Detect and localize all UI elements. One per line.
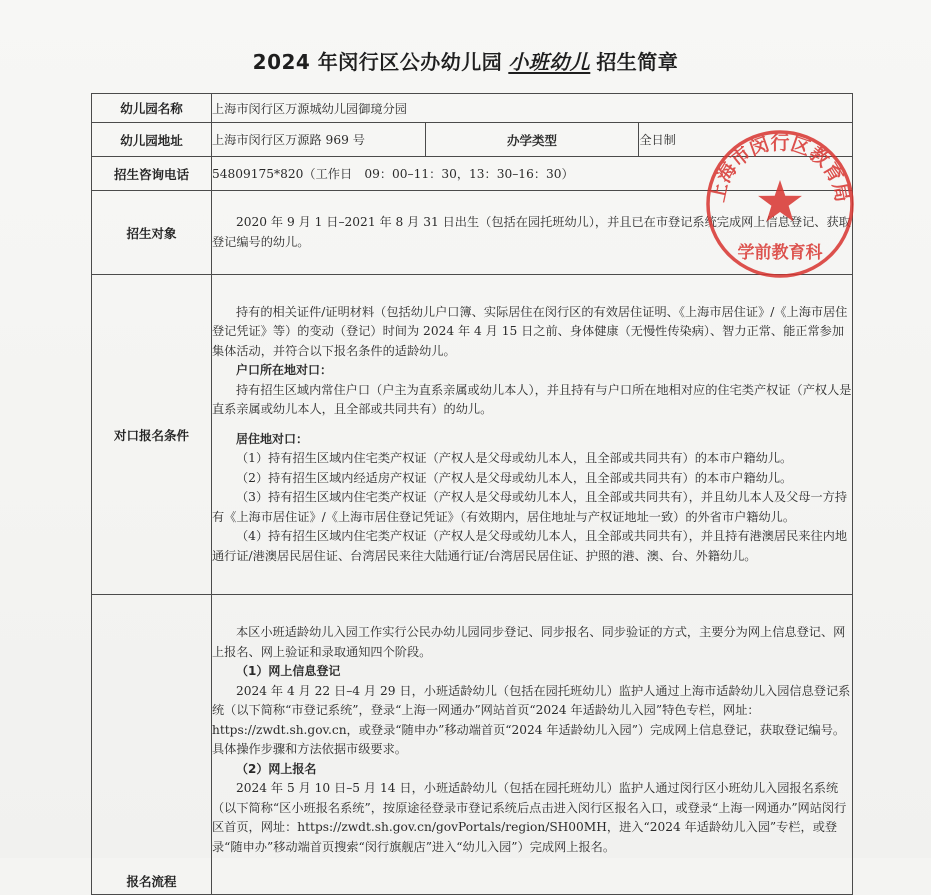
step2-text: 2024 年 5 月 10 日–5 月 14 日，小班适龄幼儿（包括在园托班幼儿）监护人通过闵行区小班幼儿入园报名系统（以下简称“区小班报名系统”，按原途径登录市登记系统后点击进入闵行区报名入口，或登录“上海一网通办”网站闵行区首页，网址：https://zwdt.sh.gov.cn/govPortals/region/SH00MH，进入“2024 年适龄幼儿入园”专栏，或登录“随申办”移动端首页搜索“闵行旗舰店”进入“幼儿入园”）完成网上报名。 xyxy=(212,781,847,854)
label-process: 报名流程 xyxy=(92,595,212,895)
label-phone: 招生咨询电话 xyxy=(92,157,212,191)
value-school-type: 全日制 xyxy=(639,123,853,157)
residence-item-3: （3）持有招生区域内住宅类产权证（产权人是父母或幼儿本人，且全部或共同共有），并且幼儿本人及父母一方持有《上海市居住证》/《上海市居住登记凭证》（有效期内，居住地址与产权证地址一致）的外省市户籍幼儿。 xyxy=(212,490,848,524)
seal-ring-text: 上海市闵行区教育局 xyxy=(706,132,854,204)
step1-heading: （1）网上信息登记 xyxy=(236,664,341,678)
label-kindergarten-name: 幼儿园名称 xyxy=(92,94,212,123)
residence-item-4: （4）持有招生区域内住宅类产权证（产权人是父母或幼儿本人，且全部或共同共有），并且持有港澳居民来往内地通行证/港澳居民居住证、台湾居民来往大陆通行证/台湾居民居住证、护照的港、澳、台、外籍幼儿。 xyxy=(212,529,848,563)
value-conditions xyxy=(212,275,853,595)
label-target: 招生对象 xyxy=(92,191,212,275)
label-school-type: 办学类型 xyxy=(425,123,639,157)
residence-heading: 居住地对口： xyxy=(236,431,309,446)
title-suffix: 招生简章 xyxy=(596,50,679,74)
label-conditions: 对口报名条件 xyxy=(92,275,212,595)
residence-item-1: （1）持有招生区域内住宅类产权证（产权人是父母或幼儿本人，且全部或共同共有）的本市户籍幼儿。 xyxy=(236,451,793,466)
value-kindergarten-name: 上海市闵行区万源城幼儿园御璄分园 xyxy=(212,94,853,123)
official-seal xyxy=(704,128,856,280)
step2-heading: （2）网上报名 xyxy=(236,761,317,776)
value-address: 上海市闵行区万源路 969 号 xyxy=(212,123,426,157)
seal-dept-text: 学前教育科 xyxy=(737,243,823,263)
row-conditions xyxy=(92,275,853,595)
conditions-intro: 持有的相关证件/证明材料（包括幼儿户口簿、实际居住在闵行区的有效居住证明、《上海市居住证》/《上海市居住登记凭证》等）的变动（登记）时间为 2024 年 4 月 15 日之前、身体健康（无慢性传染病）、智力正常、能正常参加集体活动，并符合以下报名条件的适龄幼儿。 xyxy=(212,304,848,358)
value-process xyxy=(212,595,853,895)
target-text: 2020 年 9 月 1 日–2021 年 8 月 31 日出生（包括在园托班幼儿），并且已在市登记系统完成网上信息登记、获取登记编号的幼儿。 xyxy=(212,215,851,249)
step1-text: 2024 年 4 月 22 日–4 月 29 日，小班适龄幼儿（包括在园托班幼儿）监护人通过上海市适龄幼儿入园信息登记系统（以下简称“市登记系统”，登录“上海一网通办”网站首页“2024 年适龄幼儿入园”特色专栏，网址：https://zwdt.sh.gov.cn，或登录“随申办”移动端首页“2024 年适龄幼儿入园”）完成网上信息登记，获取登记编号。具体操作步骤和方法依据市级要求。 xyxy=(212,683,851,756)
title-prefix: 2024 年闵行区公办幼儿园 xyxy=(252,50,503,74)
residence-item-2: （2）持有招生区域内经适房产权证（产权人是父母或幼儿本人，且全部或共同共有）的本市户籍幼儿。 xyxy=(236,470,793,485)
label-address: 幼儿园地址 xyxy=(92,123,212,157)
document-title xyxy=(0,46,931,75)
title-emphasis: 小班幼儿 xyxy=(508,50,591,74)
hukou-text: 持有招生区域内常住户口（户主为直系亲属或幼儿本人），并且持有与户口所在地相对应的住宅类产权证（产权人是直系亲属或幼儿本人，且全部或共同共有）的幼儿。 xyxy=(212,382,852,417)
process-intro: 本区小班适龄幼儿入园工作实行公民办幼儿园同步登记、同步报名、同步验证的方式，主要分为网上信息登记、网上报名、网上验证和录取通知四个阶段。 xyxy=(212,625,846,659)
row-process xyxy=(92,595,853,895)
row-kindergarten-name xyxy=(92,94,853,123)
value-phone: 54809175*820（工作日 09：00–11：30，13：30–16：30） xyxy=(212,157,853,191)
hukou-heading: 户口所在地对口： xyxy=(236,363,333,378)
seal-star-icon xyxy=(758,180,802,222)
